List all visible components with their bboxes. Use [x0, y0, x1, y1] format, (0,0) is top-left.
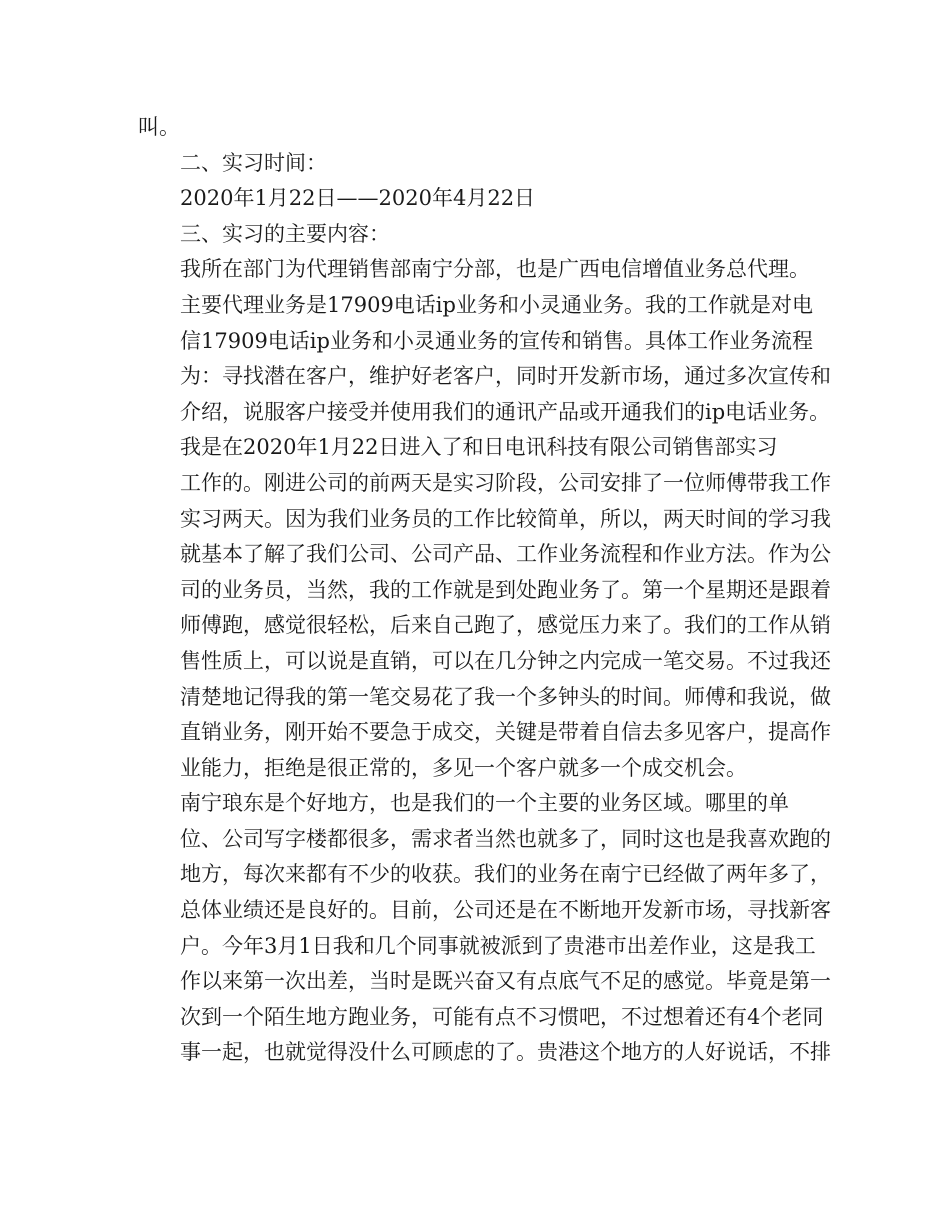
text-line: 我是在2020年1月22日进入了和日电讯科技有限公司销售部实习 — [180, 435, 778, 460]
text-line: 直销业务，刚开始不要急于成交，关键是带着自信去多见客户，提高作 — [180, 720, 831, 745]
text-line: 事一起，也就觉得没什么可顾虑的了。贵港这个地方的人好说话，不排 — [180, 1040, 831, 1065]
text-line: 2020年1月22日——2020年4月22日 — [180, 186, 536, 211]
text-line: 主要代理业务是17909电话ip业务和小灵通业务。我的工作就是对电 — [180, 292, 813, 317]
text-line: 户。今年3月1日我和几个同事就被派到了贵港市出差作业，这是我工 — [180, 933, 816, 958]
text-line: 信17909电话ip业务和小灵通业务的宣传和销售。具体工作业务流程 — [180, 328, 813, 353]
paragraph-heading-content — [138, 217, 828, 253]
text-line: 介绍，说服客户接受并使用我们的通讯产品或开通我们的ip电话业务。 — [180, 399, 831, 424]
text-line: 次到一个陌生地方跑业务，可能有点不习惯吧，不过想着还有4个老同 — [180, 1004, 824, 1029]
text-line: 作以来第一次出差，当时是既兴奋又有点底气不足的感觉。毕竟是第一 — [180, 969, 831, 994]
text-line: 师傅跑，感觉很轻松，后来自己跑了，感觉压力来了。我们的工作从销 — [180, 613, 831, 638]
text-line: 为：寻找潜在客户，维护好老客户，同时开发新市场，通过多次宣传和 — [180, 364, 831, 389]
text-line: 就基本了解了我们公司、公司产品、工作业务流程和作业方法。作为公 — [180, 542, 831, 567]
body-text — [138, 110, 831, 1071]
paragraph-continuation — [138, 110, 828, 146]
paragraph-para-nanning — [138, 786, 831, 1071]
paragraph-date-range — [138, 181, 828, 217]
text-line: 南宁琅东是个好地方，也是我们的一个主要的业务区域。哪里的单 — [180, 791, 789, 816]
text-line: 司的业务员，当然，我的工作就是到处跑业务了。第一个星期还是跟着 — [180, 577, 831, 602]
text-line: 业能力，拒绝是很正常的，多见一个客户就多一个成交机会。 — [180, 755, 747, 780]
text-line: 售性质上，可以说是直销，可以在几分钟之内完成一笔交易。不过我还 — [180, 648, 831, 673]
text-line: 实习两天。因为我们业务员的工作比较简单，所以，两天时间的学习我 — [180, 506, 831, 531]
text-line: 二、实习时间： — [180, 150, 327, 175]
text-line: 三、实习的主要内容： — [180, 221, 390, 246]
text-line: 位、公司写字楼都很多，需求者当然也就多了，同时这也是我喜欢跑的 — [180, 826, 831, 851]
paragraph-heading-time — [138, 146, 828, 182]
paragraph-para-department — [138, 252, 831, 430]
text-line: 叫。 — [138, 115, 180, 139]
text-line: 地方，每次来都有不少的收获。我们的业务在南宁已经做了两年多了， — [180, 862, 831, 887]
text-line: 总体业绩还是良好的。目前，公司还是在不断地开发新市场，寻找新客 — [180, 898, 831, 923]
text-line: 我所在部门为代理销售部南宁分部，也是广西电信增值业务总代理。 — [180, 257, 810, 282]
text-line: 清楚地记得我的第一笔交易花了我一个多钟头的时间。师傅和我说，做 — [180, 684, 831, 709]
text-line: 工作的。刚进公司的前两天是实习阶段，公司安排了一位师傅带我工作 — [180, 470, 831, 495]
paragraph-para-start — [138, 430, 831, 786]
